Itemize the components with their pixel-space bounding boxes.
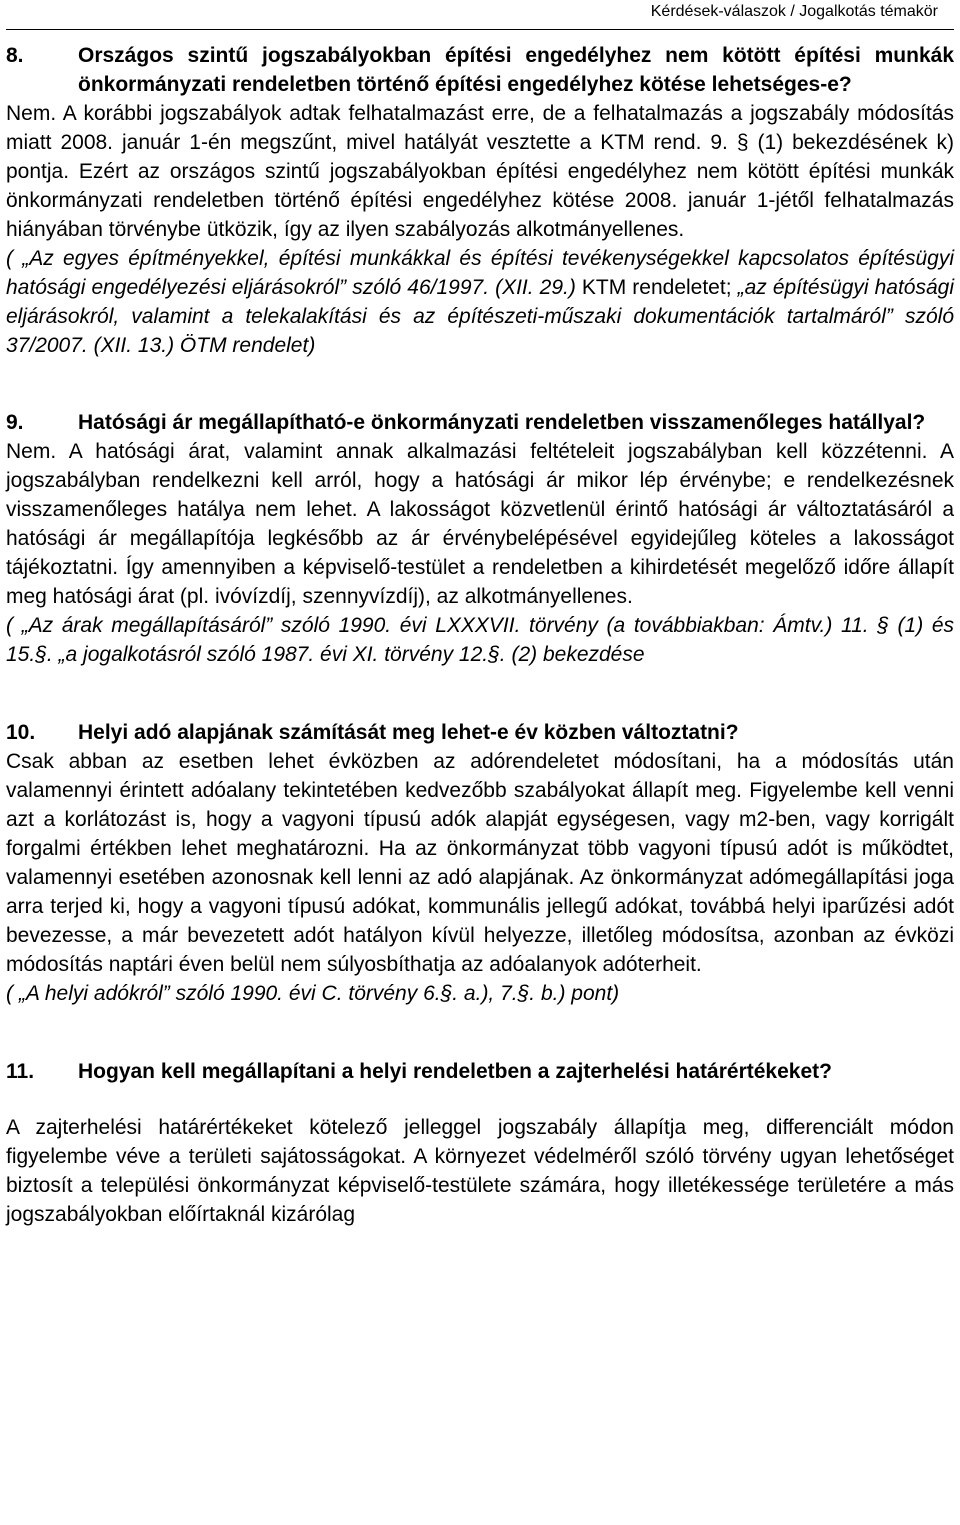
citation-part: ( „A helyi adókról” szóló 1990. évi C. törvény 6.§. a.), 7.§. b.) pont) [6,982,620,1005]
citation-9 [6,611,954,669]
running-header: Kérdések-válaszok / Jogalkotás témakör [650,3,938,20]
citation-8 [6,244,954,360]
question-number: 8. [6,44,24,67]
citation-part: ( „Az egyes építményekkel, építési munkákkal és építési tevékenységekkel kapcsolatos építésügyi hatósági engedélyezési eljárásokról” szóló 46/1997. (XII. 29.) [6,247,954,299]
answer-9: Nem. A hatósági árat, valamint annak alkalmazási feltételeit jogszabályban kell közzétenni. A jogszabályban rendelkezni kell arról, hogy a hatósági ár mikor lép érvénybe; e rendelkezésnek visszamenőleges hatálya nem lehet. A lakosságot közvetlenül érintő hatósági ár változtatásáról a hatósági ár megállapítója legkésőbb az ár érvénybelépésével egyidejűleg köteles a lakosságot tájékoztatni. Így amennyiben a képviselő-testület a rendeletben a kihirdetését megelőző időre állapít meg hatósági árat (pl. ivóvízdíj, szennyvízdíj), az alkotmányellenes. [6,440,954,608]
citation-10 [6,979,954,1008]
paragraph-spacer [6,1086,954,1113]
answer-11: A zajterhelési határértékeket kötelező jelleggel jogszabály állapítja meg, differenciált módon figyelembe véve a területi sajátosságokat. A környezet védelméről szóló törvény ugyan lehetőséget biztosít a települési önkormányzat képviselő-testülete számára, hogy illetékessége területére a más jogszabályokban előírtaknál kizárólag [6,1116,954,1226]
question-text: Országos szintű jogszabályokban építési engedélyhez nem kötött építési munkák önkormányzati rendeletben történő építési engedélyhez kötése lehetséges-e? [78,44,954,96]
question-number: 10. [6,721,36,744]
section-spacer [6,669,954,718]
citation-part: „az építésügyi hatósági eljárásokról, valamint a telekalakítási és az építészeti-műszaki dokumentációk tartalmáról” szóló 37/2007. (XII. 13.) ÖTM rendelet) [6,276,955,357]
answer-8: Nem. A korábbi jogszabályok adtak felhatalmazást erre, de a felhatalmazás a jogszabály módosítás miatt 2008. január 1-én megszűnt, mivel hatályát vesztette a KTM rend. 9. § (1) bekezdésének k) pontja. Ezért az országos szintű jogszabályokban építési engedélyhez nem kötött építési munkák önkormányzati rendeletben történő építési engedélyhez kötése 2008. január 1-jétől felhatalmazás hiányában törvénybe ütközik, így az ilyen szabályozás alkotmányellenes. [6,102,954,241]
question-11-heading [6,1057,954,1086]
question-9-heading [6,408,954,437]
question-text: Hogyan kell megállapítani a helyi rendeletben a zajterhelési határértékeket? [78,1060,832,1083]
question-number: 11. [6,1060,35,1083]
citation-part: KTM rendeletet; [575,276,738,299]
section-spacer [6,360,954,408]
question-8-heading [6,41,954,99]
question-text: Hatósági ár megállapítható-e önkormányzati rendeletben visszamenőleges hatállyal? [78,411,926,434]
citation-part: ( „Az árak megállapításáról” szóló 1990. évi LXXXVII. törvény (a továbbiakban: Ámtv.) 11. § (1) és 15.§. „a jogalkotásról szóló 1987. évi XI. törvény 12.§. (2) bekezdése [6,614,954,666]
header-rule [6,29,954,30]
answer-10: Csak abban az esetben lehet évközben az adórendeletet módosítani, ha a módosítás után valamennyi érintett adóalany tekintetében kedvezőbb szabályokat állapít meg. Figyelembe kell venni azt a korlátozást is, hogy a vagyoni típusú adók alapját egységesen, vagy m2-ben, vagy korrigált forgalmi értékben lehet meghatározni. Ha az önkormányzat több vagyoni típusú adót is működtet, valamennyi esetében azonosnak kell lenni az adó alapjának. Az önkormányzat adómegállapítási joga arra terjed ki, hogy a vagyoni típusú adókat, kommunális jellegű adókat, továbbá helyi iparűzési adót bevezesse, a már bevezetett adót hatályon kívül helyezze, illetőleg módosítsa, azonban az évközi módosítás naptári éven belül nem súlyosbíthatja az adóalanyok adóterheit. [6,750,954,976]
question-10-heading [6,718,954,747]
section-spacer [6,1008,954,1057]
document-body [6,41,954,1229]
question-number: 9. [6,411,24,434]
question-text: Helyi adó alapjának számítását meg lehet-e év közben változtatni? [78,721,739,744]
